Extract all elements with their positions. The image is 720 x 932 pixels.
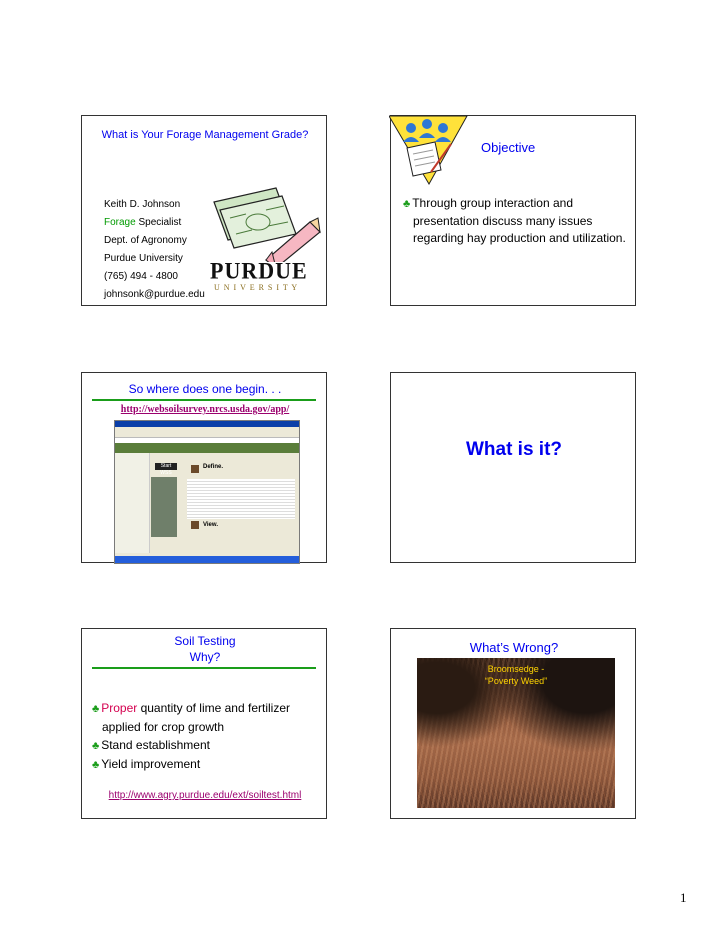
money-pencil-clipart-icon: [206, 182, 322, 262]
step-1-marker: [191, 465, 199, 473]
slide2-title: Objective: [481, 140, 536, 155]
club-bullet-icon: ♣: [403, 198, 411, 210]
slide-whats-wrong: [390, 628, 636, 819]
slide-objective: [390, 115, 636, 306]
site-header: [115, 443, 299, 453]
window-toolbar: [115, 427, 299, 438]
bullet-item: [92, 755, 324, 774]
define-label: Define.: [203, 464, 224, 470]
slide-forage-grade: [81, 115, 327, 306]
bullet-item: [403, 195, 631, 247]
step-2-marker: [191, 521, 199, 529]
slide2-bullets: [403, 195, 631, 247]
bullet-text: Yield improvement: [101, 757, 201, 771]
slide5-title-line2: Why?: [189, 650, 221, 664]
bullet-text: quantity of lime and fertilizer applied for crop growth: [102, 701, 290, 734]
bullet-item: [92, 736, 324, 755]
purdue-logo-sub: U N I V E R S I T Y: [214, 283, 299, 292]
slide4-title: What is it?: [465, 439, 563, 460]
group-clipart-icon: [389, 114, 469, 188]
slide6-title: What’s Wrong?: [469, 640, 559, 655]
author-dept: Dept. of Agronomy: [104, 235, 187, 246]
photo-people: [151, 477, 177, 537]
role-highlight: Forage: [104, 217, 136, 228]
photo-caption: [417, 663, 615, 687]
slide5-bullets: [92, 699, 324, 774]
browser-screenshot: [114, 420, 300, 564]
slide3-title: So where does one begin. . .: [128, 382, 282, 396]
bullet-text: Stand establishment: [101, 738, 210, 752]
websoilsurvey-link[interactable]: http://websoilsurvey.nrcs.usda.gov/app/: [120, 404, 290, 415]
title-rule: [92, 667, 316, 669]
club-bullet-icon: ♣: [92, 740, 100, 752]
author-block: [104, 196, 205, 304]
author-name: Keith D. Johnson: [104, 199, 181, 210]
author-university: Purdue University: [104, 253, 183, 264]
slide-what-is-it: [390, 372, 636, 563]
bullet-text: Through group interaction and presentation discuss many issues regarding hay production and utilization.: [412, 196, 626, 245]
bullet-highlight: Proper: [101, 701, 138, 715]
role-rest: Specialist: [135, 217, 182, 228]
soiltest-link[interactable]: http://www.agry.purdue.edu/ext/soiltest.html: [108, 790, 302, 801]
define-text-block: [187, 479, 295, 519]
club-bullet-icon: ♣: [92, 703, 100, 715]
author-role: [104, 214, 205, 232]
page-number: 1: [680, 890, 687, 905]
purdue-logo-word: PURDUE: [210, 257, 308, 284]
author-email: johnsonk@purdue.edu: [104, 289, 205, 300]
start-wss-button[interactable]: Start WSS: [155, 463, 177, 470]
slide-where-begin: [81, 372, 327, 563]
slide-soil-testing: [81, 628, 327, 819]
site-sidebar: [115, 453, 150, 553]
author-phone: (765) 494 - 4800: [104, 271, 178, 282]
slide1-title: What is Your Forage Management Grade?: [101, 129, 309, 141]
caption-line1: Broomsedge -: [487, 664, 545, 674]
title-rule: [92, 399, 316, 401]
club-bullet-icon: ♣: [92, 759, 100, 771]
slide5-title-line1: Soil Testing: [174, 634, 236, 648]
taskbar: [115, 556, 299, 563]
bullet-item: [92, 699, 324, 736]
broomsedge-photo: [417, 658, 615, 808]
view-label: View.: [203, 522, 219, 528]
caption-line2: “Poverty Weed”: [484, 676, 548, 686]
slide5-title: [82, 633, 328, 665]
